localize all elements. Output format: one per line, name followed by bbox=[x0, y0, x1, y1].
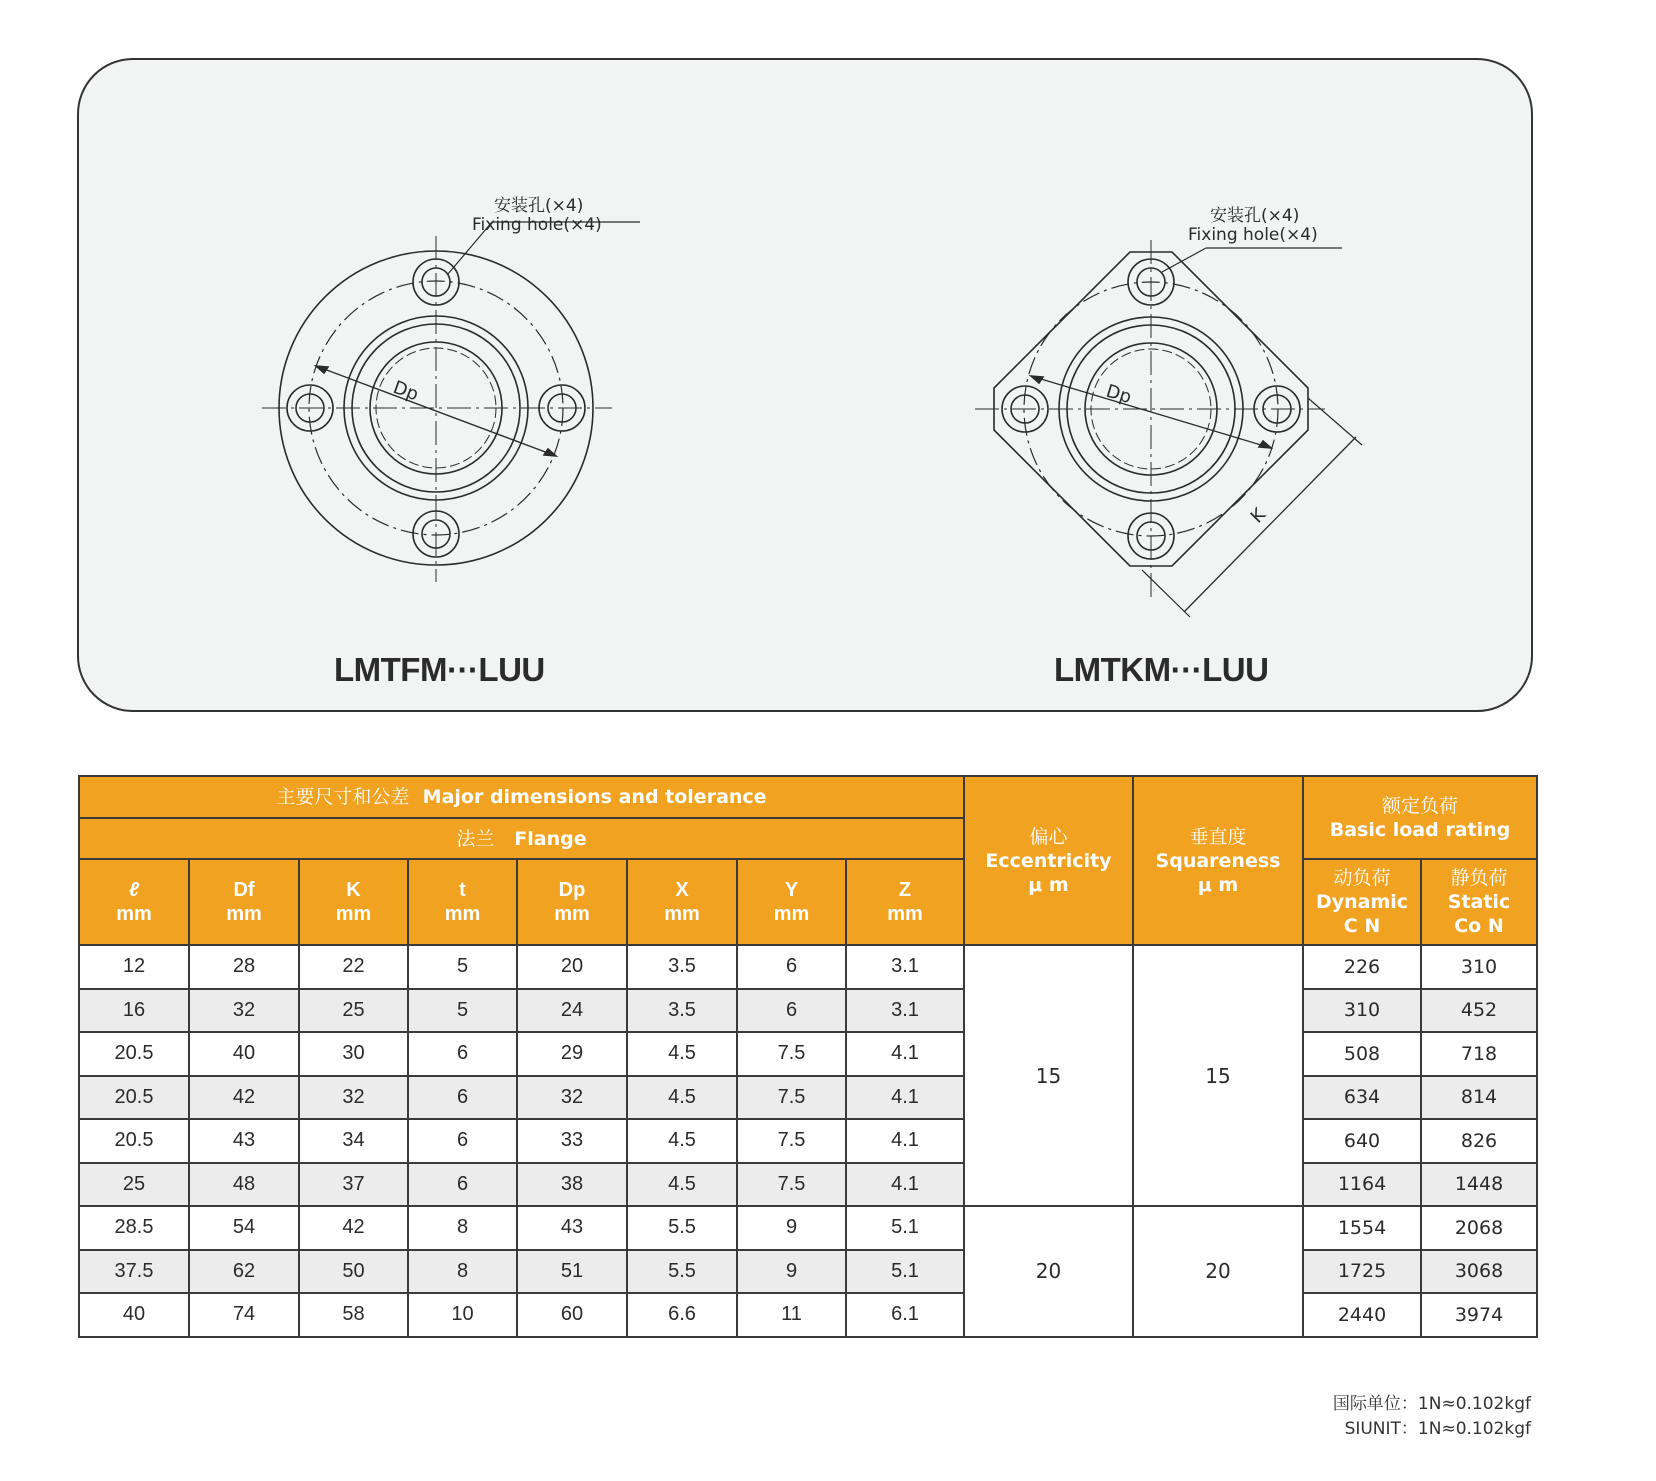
callout-cn: 安装孔(×4) bbox=[494, 196, 584, 216]
cell-dynamic-load: 1164 bbox=[1303, 1163, 1421, 1207]
cell-dynamic-load: 2440 bbox=[1303, 1293, 1421, 1337]
cell-t: 10 bbox=[408, 1293, 517, 1337]
major-dimensions-header: 主要尺寸和公差 Major dimensions and tolerance bbox=[79, 776, 964, 818]
cell-static-load: 826 bbox=[1421, 1119, 1537, 1163]
table-row bbox=[79, 1250, 1537, 1294]
cell-df: 48 bbox=[189, 1163, 299, 1207]
col-t-header: t mm bbox=[408, 859, 517, 945]
cell-dp: 20 bbox=[517, 945, 627, 989]
table-row bbox=[79, 945, 1537, 989]
cell-y: 7.5 bbox=[737, 1119, 846, 1163]
cell-k: 37 bbox=[299, 1163, 408, 1207]
eccentricity-value: 15 bbox=[964, 945, 1133, 1206]
cell-dynamic-load: 1554 bbox=[1303, 1206, 1421, 1250]
cell-l: 16 bbox=[79, 989, 189, 1033]
cell-y: 7.5 bbox=[737, 1163, 846, 1207]
cell-x: 4.5 bbox=[627, 1076, 737, 1120]
cell-static-load: 310 bbox=[1421, 945, 1537, 989]
squareness-value: 15 bbox=[1133, 945, 1303, 1206]
square-flange-drawing bbox=[960, 190, 1380, 630]
cell-l: 28.5 bbox=[79, 1206, 189, 1250]
cell-static-load: 3974 bbox=[1421, 1293, 1537, 1337]
eccentricity-header: 偏心 Eccentricity μ m bbox=[964, 776, 1133, 945]
col-dp-header: Dp mm bbox=[517, 859, 627, 945]
cell-y: 9 bbox=[737, 1250, 846, 1294]
cell-dp: 60 bbox=[517, 1293, 627, 1337]
cell-dp: 29 bbox=[517, 1032, 627, 1076]
cell-z: 4.1 bbox=[846, 1163, 964, 1207]
flange-header: 法兰 Flange bbox=[79, 818, 964, 859]
col-x-header: X mm bbox=[627, 859, 737, 945]
cell-l: 20.5 bbox=[79, 1032, 189, 1076]
cell-y: 9 bbox=[737, 1206, 846, 1250]
cell-y: 7.5 bbox=[737, 1076, 846, 1120]
cell-k: 42 bbox=[299, 1206, 408, 1250]
cell-x: 3.5 bbox=[627, 989, 737, 1033]
cell-dp: 32 bbox=[517, 1076, 627, 1120]
static-load-header: 静负荷 Static Co N bbox=[1421, 859, 1537, 945]
cell-static-load: 3068 bbox=[1421, 1250, 1537, 1294]
callout-cn: 安装孔(×4) bbox=[1210, 206, 1300, 226]
cell-k: 34 bbox=[299, 1119, 408, 1163]
footnote-en: SIUNIT：1N≈0.102kgf bbox=[1344, 1419, 1531, 1439]
cell-z: 4.1 bbox=[846, 1119, 964, 1163]
k-label: K bbox=[1246, 504, 1270, 528]
cell-x: 3.5 bbox=[627, 945, 737, 989]
cell-z: 5.1 bbox=[846, 1206, 964, 1250]
cell-dynamic-load: 310 bbox=[1303, 989, 1421, 1033]
cell-dynamic-load: 1725 bbox=[1303, 1250, 1421, 1294]
cell-x: 6.6 bbox=[627, 1293, 737, 1337]
cell-df: 54 bbox=[189, 1206, 299, 1250]
eccentricity-value: 20 bbox=[964, 1206, 1133, 1337]
cell-t: 6 bbox=[408, 1076, 517, 1120]
cell-t: 6 bbox=[408, 1032, 517, 1076]
column-header-row bbox=[79, 859, 1537, 945]
col-k-header: K mm bbox=[299, 859, 408, 945]
cell-k: 25 bbox=[299, 989, 408, 1033]
cell-static-load: 2068 bbox=[1421, 1206, 1537, 1250]
cell-t: 6 bbox=[408, 1119, 517, 1163]
cell-df: 28 bbox=[189, 945, 299, 989]
col-df-header: Df mm bbox=[189, 859, 299, 945]
dp-label: Dp bbox=[1103, 380, 1134, 409]
cell-z: 3.1 bbox=[846, 945, 964, 989]
cell-t: 5 bbox=[408, 945, 517, 989]
cell-t: 8 bbox=[408, 1250, 517, 1294]
cell-df: 42 bbox=[189, 1076, 299, 1120]
cell-k: 58 bbox=[299, 1293, 408, 1337]
cell-dp: 24 bbox=[517, 989, 627, 1033]
cell-dynamic-load: 226 bbox=[1303, 945, 1421, 989]
cell-z: 3.1 bbox=[846, 989, 964, 1033]
cell-l: 12 bbox=[79, 945, 189, 989]
cell-static-load: 814 bbox=[1421, 1076, 1537, 1120]
model-lmtfm-label: LMTFM···LUU bbox=[334, 651, 545, 688]
cell-z: 5.1 bbox=[846, 1250, 964, 1294]
cell-t: 6 bbox=[408, 1163, 517, 1207]
cell-k: 50 bbox=[299, 1250, 408, 1294]
squareness-header: 垂直度 Squareness μ m bbox=[1133, 776, 1303, 945]
col-l-header: ℓ mm bbox=[79, 859, 189, 945]
cell-y: 6 bbox=[737, 989, 846, 1033]
cell-dynamic-load: 634 bbox=[1303, 1076, 1421, 1120]
callout-en: Fixing hole(×4) bbox=[472, 215, 602, 235]
col-y-header: Y mm bbox=[737, 859, 846, 945]
cell-df: 40 bbox=[189, 1032, 299, 1076]
cell-k: 32 bbox=[299, 1076, 408, 1120]
cell-y: 11 bbox=[737, 1293, 846, 1337]
cell-dp: 33 bbox=[517, 1119, 627, 1163]
cell-z: 6.1 bbox=[846, 1293, 964, 1337]
cell-y: 6 bbox=[737, 945, 846, 989]
dynamic-load-header: 动负荷 Dynamic C N bbox=[1303, 859, 1421, 945]
cell-df: 32 bbox=[189, 989, 299, 1033]
footnote-cn: 国际单位：1N≈0.102kgf bbox=[1332, 1394, 1531, 1414]
cell-l: 25 bbox=[79, 1163, 189, 1207]
cell-l: 20.5 bbox=[79, 1119, 189, 1163]
cell-z: 4.1 bbox=[846, 1076, 964, 1120]
cell-dynamic-load: 640 bbox=[1303, 1119, 1421, 1163]
table-row bbox=[79, 1119, 1537, 1163]
cell-l: 40 bbox=[79, 1293, 189, 1337]
cell-static-load: 1448 bbox=[1421, 1163, 1537, 1207]
table-row bbox=[79, 989, 1537, 1033]
cell-dp: 51 bbox=[517, 1250, 627, 1294]
table-row bbox=[79, 1163, 1537, 1207]
table-row bbox=[79, 1076, 1537, 1120]
cell-k: 30 bbox=[299, 1032, 408, 1076]
dp-label: Dp bbox=[390, 376, 422, 406]
spec-table bbox=[78, 775, 1538, 1338]
load-rating-header: 额定负荷 Basic load rating bbox=[1303, 776, 1537, 859]
cell-x: 5.5 bbox=[627, 1250, 737, 1294]
cell-x: 4.5 bbox=[627, 1119, 737, 1163]
cell-df: 62 bbox=[189, 1250, 299, 1294]
squareness-value: 20 bbox=[1133, 1206, 1303, 1337]
cell-l: 37.5 bbox=[79, 1250, 189, 1294]
spec-table-body bbox=[79, 945, 1537, 1337]
cell-l: 20.5 bbox=[79, 1076, 189, 1120]
cell-x: 5.5 bbox=[627, 1206, 737, 1250]
cell-x: 4.5 bbox=[627, 1163, 737, 1207]
table-row bbox=[79, 1293, 1537, 1337]
model-lmtkm-label: LMTKM···LUU bbox=[1054, 651, 1269, 688]
cell-static-load: 718 bbox=[1421, 1032, 1537, 1076]
cell-dynamic-load: 508 bbox=[1303, 1032, 1421, 1076]
cell-dp: 43 bbox=[517, 1206, 627, 1250]
cell-static-load: 452 bbox=[1421, 989, 1537, 1033]
cell-df: 74 bbox=[189, 1293, 299, 1337]
round-flange-drawing bbox=[240, 180, 680, 600]
cell-k: 22 bbox=[299, 945, 408, 989]
cell-y: 7.5 bbox=[737, 1032, 846, 1076]
cell-dp: 38 bbox=[517, 1163, 627, 1207]
table-row bbox=[79, 1206, 1537, 1250]
col-z-header: Z mm bbox=[846, 859, 964, 945]
cell-t: 5 bbox=[408, 989, 517, 1033]
cell-df: 43 bbox=[189, 1119, 299, 1163]
cell-z: 4.1 bbox=[846, 1032, 964, 1076]
callout-en: Fixing hole(×4) bbox=[1188, 225, 1318, 245]
cell-x: 4.5 bbox=[627, 1032, 737, 1076]
table-row bbox=[79, 1032, 1537, 1076]
si-unit-footnote bbox=[1333, 1392, 1531, 1442]
cell-t: 8 bbox=[408, 1206, 517, 1250]
